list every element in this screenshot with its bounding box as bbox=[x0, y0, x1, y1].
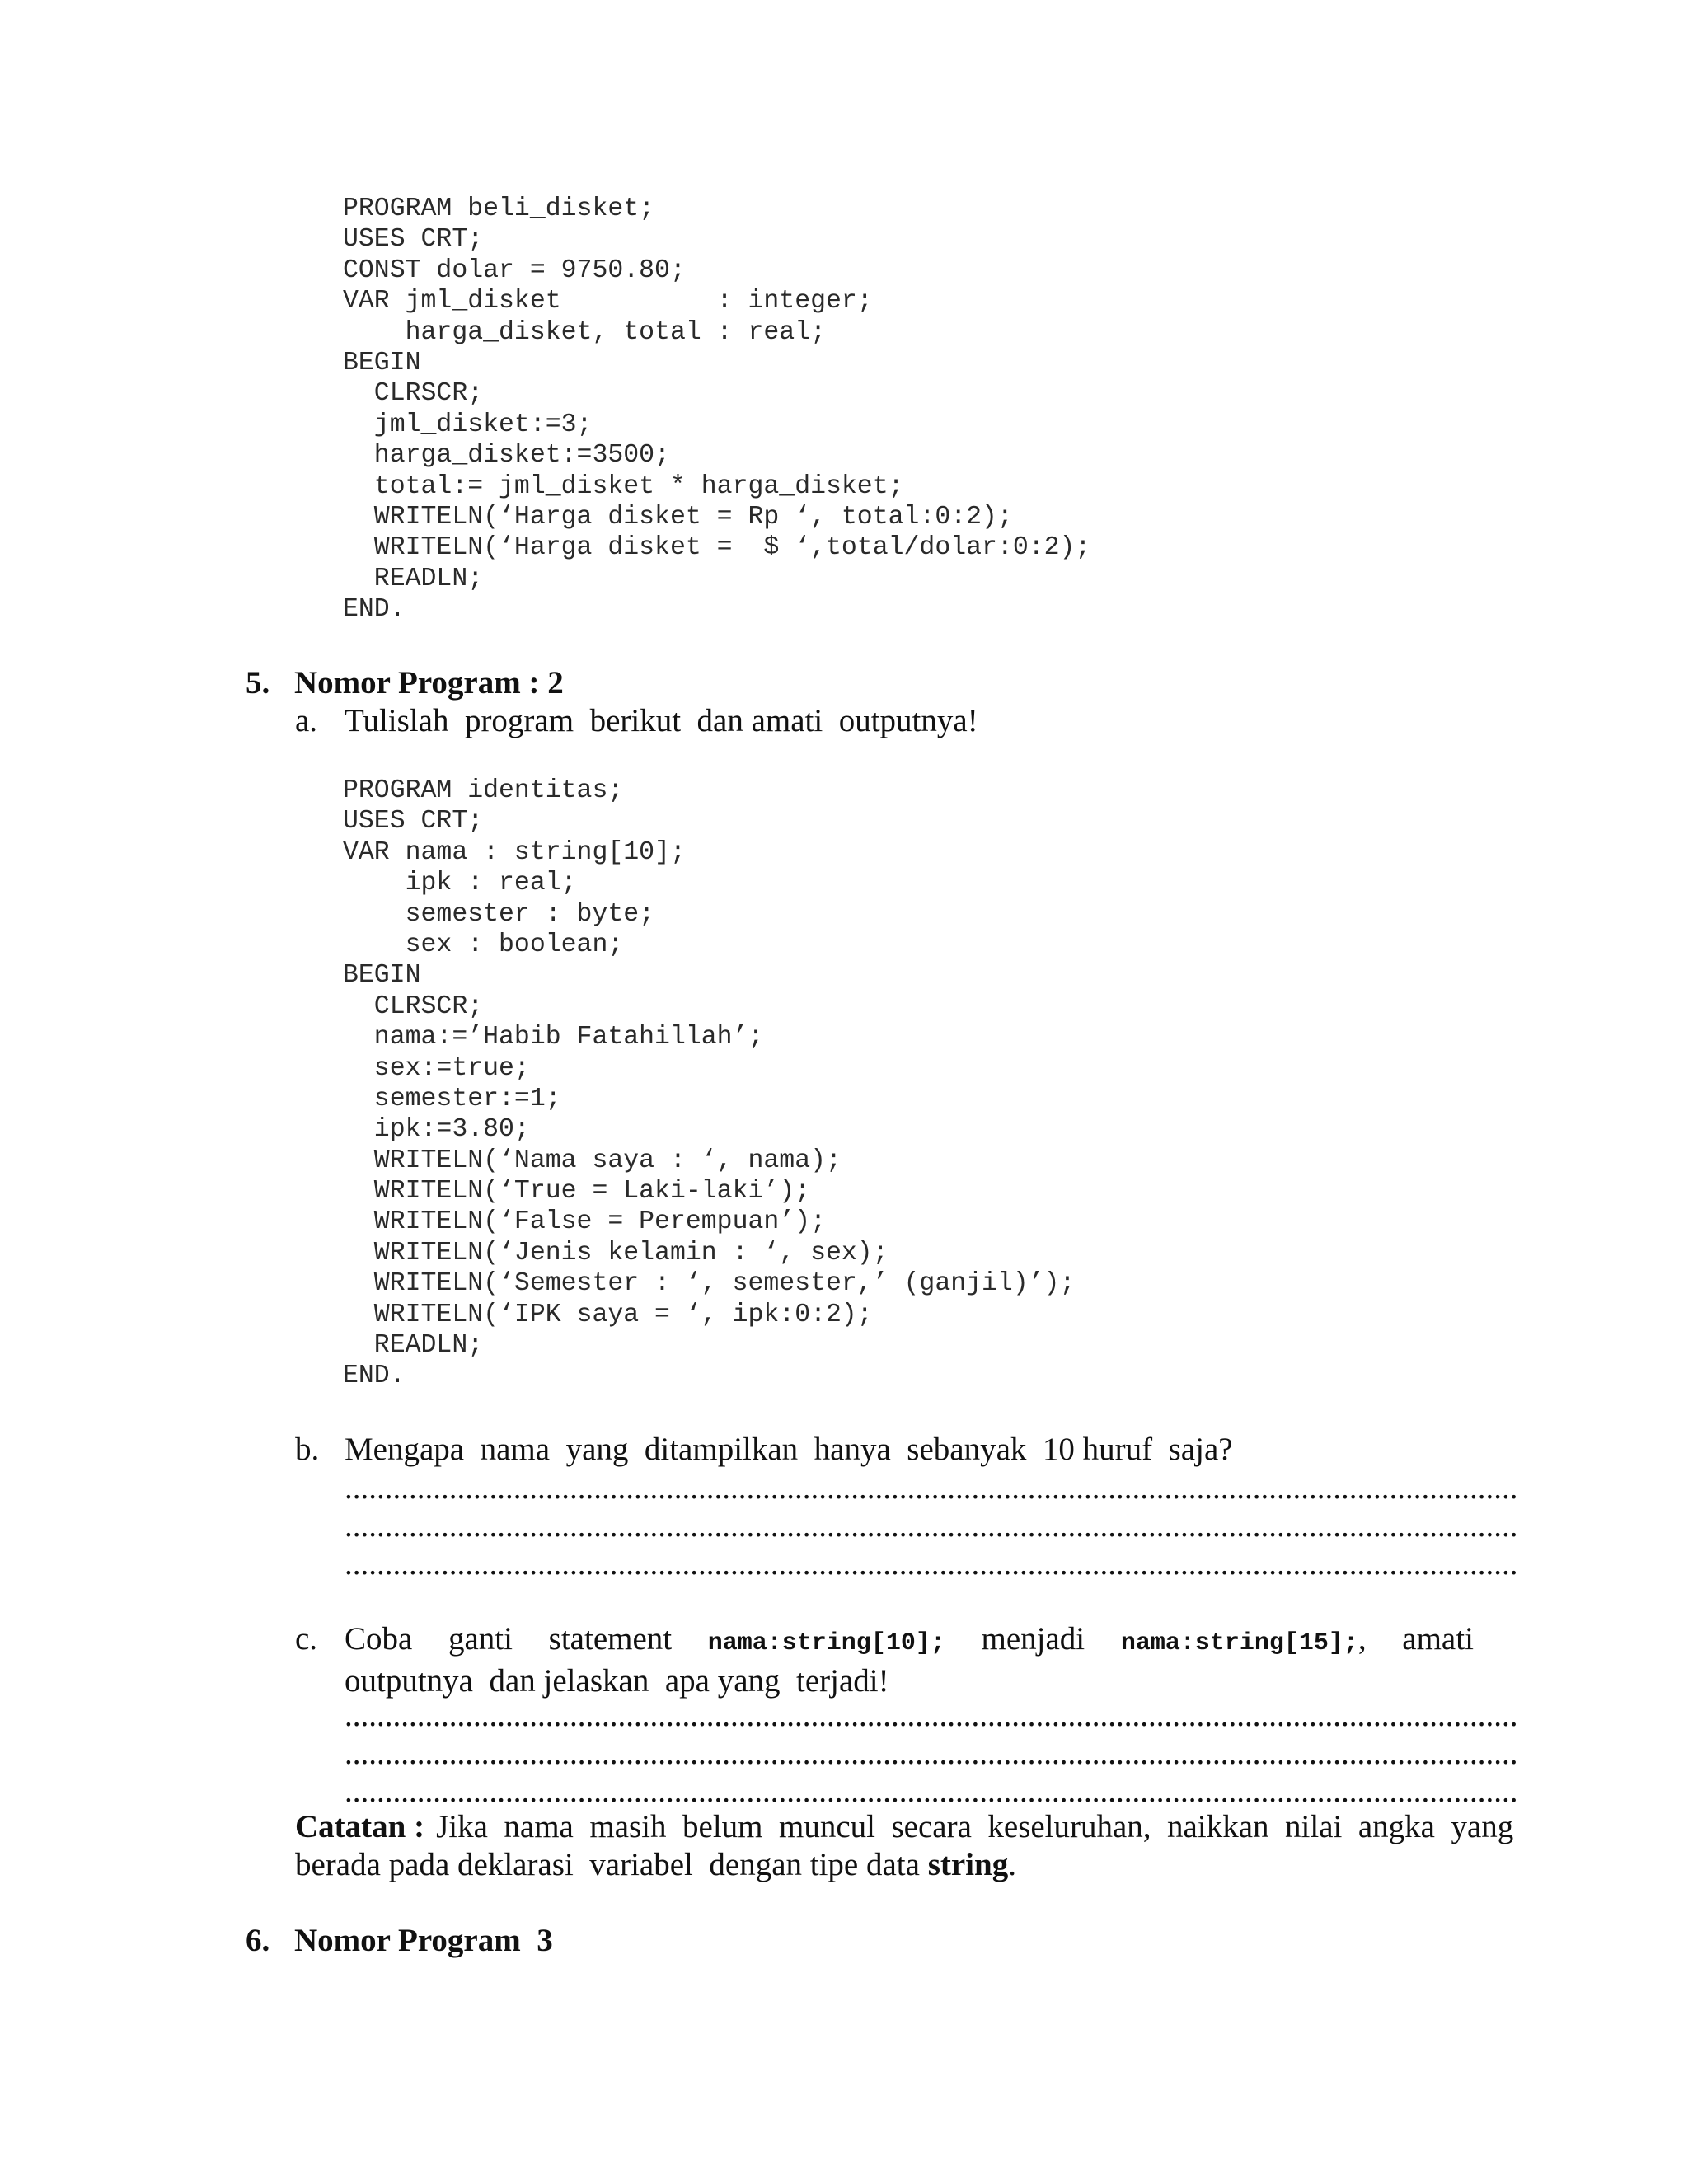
note-line2: berada pada deklarasi variabel dengan tipe data string. bbox=[295, 1847, 1016, 1882]
code-line: harga_disket, total : real; bbox=[343, 317, 826, 347]
code-block-identitas bbox=[343, 776, 1075, 1392]
code-line: WRITELN(‘Harga disket = Rp ‘, total:0:2); bbox=[343, 502, 1013, 532]
section-number: 6. bbox=[246, 1923, 270, 1958]
note-catatan bbox=[295, 1808, 1514, 1884]
code-line: CONST dolar = 9750.80; bbox=[343, 255, 686, 285]
section-title: Nomor Program : 2 bbox=[294, 665, 564, 701]
code-line: semester : byte; bbox=[343, 899, 655, 929]
code-line: WRITELN(‘True = Laki-laki’); bbox=[343, 1177, 811, 1207]
code-line: ipk:=3.80; bbox=[343, 1115, 530, 1145]
code-line: harga_disket:=3500; bbox=[343, 441, 670, 471]
section-number: 5. bbox=[246, 665, 270, 701]
code-line: VAR jml_disket : integer; bbox=[343, 287, 873, 316]
code-line: WRITELN(‘Jenis kelamin : ‘, sex); bbox=[343, 1238, 889, 1268]
item-c-line1: Coba ganti statement nama:string[10]; menjadi nama:string[15];, amati bbox=[345, 1620, 1474, 1662]
answer-line-b1[interactable]: .................................................................................................................................................. bbox=[345, 1470, 1518, 1506]
answer-line-b2[interactable]: .................................................................................................................................................. bbox=[345, 1508, 1518, 1544]
code-line: ipk : real; bbox=[343, 869, 577, 898]
code-line: USES CRT; bbox=[343, 807, 484, 837]
code-line: WRITELN(‘Nama saya : ‘, nama); bbox=[343, 1146, 842, 1175]
item-a-text: Tulislah program berikut dan amati outputnya! bbox=[345, 703, 978, 738]
inline-code-string-15: nama:string[15]; bbox=[1120, 1629, 1358, 1657]
code-line: WRITELN(‘IPK saya = ‘, ipk:0:2); bbox=[343, 1300, 873, 1329]
code-line: END. bbox=[343, 595, 406, 625]
answer-line-c1[interactable]: .................................................................................................................................................. bbox=[345, 1698, 1518, 1733]
code-line: nama:=’Habib Fatahillah’; bbox=[343, 1023, 764, 1052]
code-line: READLN; bbox=[343, 564, 484, 593]
code-line: CLRSCR; bbox=[343, 991, 484, 1021]
item-b-question: Mengapa nama yang ditampilkan hanya sebanyak 10 huruf saja? bbox=[345, 1432, 1233, 1467]
inline-code-string-10: nama:string[10]; bbox=[707, 1629, 945, 1657]
section-title: Nomor Program 3 bbox=[294, 1923, 553, 1958]
item-c-marker: c. bbox=[295, 1621, 318, 1657]
code-line: READLN; bbox=[343, 1331, 484, 1361]
note-line1 bbox=[295, 1808, 1514, 1846]
code-line: VAR nama : string[10]; bbox=[343, 837, 686, 867]
answer-line-b3[interactable]: .................................................................................................................................................. bbox=[345, 1546, 1518, 1582]
code-line: USES CRT; bbox=[343, 225, 484, 255]
code-line: sex : boolean; bbox=[343, 930, 624, 959]
code-line: total:= jml_disket * harga_disket; bbox=[343, 471, 904, 501]
code-line: WRITELN(‘Harga disket = $ ‘,total/dolar:0:2); bbox=[343, 533, 1091, 563]
note-label: Catatan : bbox=[295, 1809, 425, 1844]
code-line: sex:=true; bbox=[343, 1053, 530, 1083]
note-text: Jika nama masih belum muncul secara keseluruhan, naikkan nilai angka yang bbox=[436, 1809, 1514, 1844]
code-line: BEGIN bbox=[343, 348, 421, 377]
code-line: PROGRAM identitas; bbox=[343, 776, 624, 805]
item-b-marker: b. bbox=[295, 1432, 320, 1467]
item-a-marker: a. bbox=[295, 703, 318, 738]
code-line: jml_disket:=3; bbox=[343, 410, 593, 439]
answer-line-c2[interactable]: .................................................................................................................................................. bbox=[345, 1736, 1518, 1771]
code-line: PROGRAM beli_disket; bbox=[343, 194, 655, 223]
code-line: WRITELN(‘False = Perempuan’); bbox=[343, 1207, 826, 1237]
code-line: BEGIN bbox=[343, 961, 421, 991]
note-keyword-string: string bbox=[927, 1847, 1009, 1882]
answer-line-c3[interactable]: .................................................................................................................................................. bbox=[345, 1774, 1518, 1809]
item-c-line2: outputnya dan jelaskan apa yang terjadi! bbox=[345, 1663, 889, 1699]
code-line: CLRSCR; bbox=[343, 379, 484, 409]
code-line: END. bbox=[343, 1361, 406, 1391]
code-line: semester:=1; bbox=[343, 1084, 561, 1113]
code-line: WRITELN(‘Semester : ‘, semester,’ (ganjil)’); bbox=[343, 1269, 1076, 1299]
code-block-beli-disket bbox=[343, 194, 1090, 625]
